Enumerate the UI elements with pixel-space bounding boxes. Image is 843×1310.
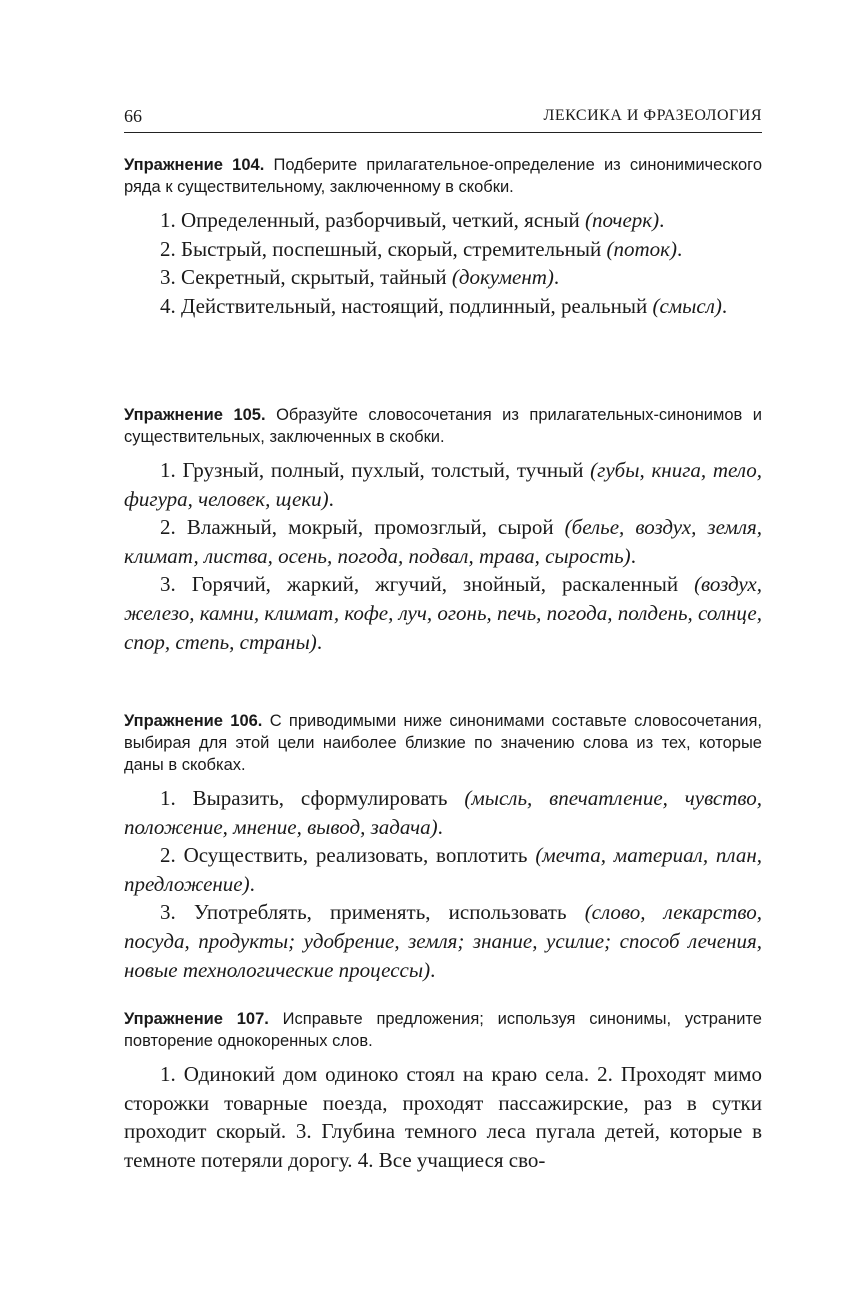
page-header: [124, 104, 762, 133]
exercise-106: [124, 710, 762, 984]
exercise-item: 1. Одинокий дом одиноко стоял на краю села. 2. Проходят мимо сторожки товарные поезда, проходят пассажирские, раз в сутки проходит скорый. 3. Глубина темного леса пугала детей, которые в темноте потеряли дорогу. 4. Все учащиеся сво-: [124, 1062, 762, 1172]
exercise-task: [124, 404, 762, 448]
exercise-item: 1. Грузный, полный, пухлый, толстый, тучный (губы, книга, тело, фигура, человек, щеки).: [124, 458, 762, 511]
exercise-item: 4. Действительный, настоящий, подлинный, реальный (смысл).: [160, 293, 728, 318]
exercise-title: Упражнение 105.: [124, 406, 266, 424]
exercise-instruction: Подберите прилагательное-определение из синонимического ряда к существительному, заключенному в скобки.: [124, 156, 762, 196]
exercise-task: [124, 154, 762, 198]
running-title: ЛЕКСИКА И ФРАЗЕОЛОГИЯ: [543, 107, 762, 124]
exercise-item: 2. Влажный, мокрый, промозглый, сырой (белье, воздух, земля, климат, листва, осень, погода, подвал, трава, сырость).: [124, 515, 762, 568]
exercise-task: [124, 710, 762, 776]
exercise-item: 1. Выразить, сформулировать (мысль, впечатление, чувство, положение, мнение, вывод, задача).: [124, 786, 762, 839]
exercise-104: [124, 154, 762, 320]
exercise-task: [124, 1008, 762, 1052]
exercise-title: Упражнение 106.: [124, 712, 263, 730]
exercise-item: 3. Горячий, жаркий, жгучий, знойный, раскаленный (воздух, железо, камни, климат, кофе, луч, огонь, печь, погода, полдень, солнце, спор, степь, страны).: [124, 572, 762, 654]
exercise-instruction: Образуйте словосочетания из прилагательных-синонимов и существительных, заключенных в скобки.: [124, 406, 762, 446]
exercise-item: 1. Определенный, разборчивый, четкий, ясный (почерк).: [160, 208, 665, 232]
exercise-105: [124, 404, 762, 656]
exercise-instruction: С приводимыми ниже синонимами составьте словосочетания, выбирая для этой цели наиболее близкие по значению слова из тех, которые даны в скобках.: [124, 712, 762, 774]
exercise-107: [124, 1008, 762, 1174]
exercise-item: 3. Употреблять, применять, использовать (слово, лекарство, посуда, продукты; удобрение, земля; знание, усилие; способ лечения, новые технологические процессы).: [124, 900, 762, 982]
exercise-item: 2. Быстрый, поспешный, скорый, стремительный (поток).: [160, 236, 683, 261]
exercise-title: Упражнение 107.: [124, 1010, 269, 1028]
exercise-item: 3. Секретный, скрытый, тайный (документ).: [160, 265, 560, 290]
exercise-item: 2. Осуществить, реализовать, воплотить (мечта, материал, план, предложение).: [124, 843, 763, 896]
exercise-title: Упражнение 104.: [124, 156, 265, 174]
exercise-instruction: Исправьте предложения; используя синонимы, устраните повторение однокоренных слов.: [124, 1010, 762, 1050]
page-number: 66: [124, 106, 142, 126]
